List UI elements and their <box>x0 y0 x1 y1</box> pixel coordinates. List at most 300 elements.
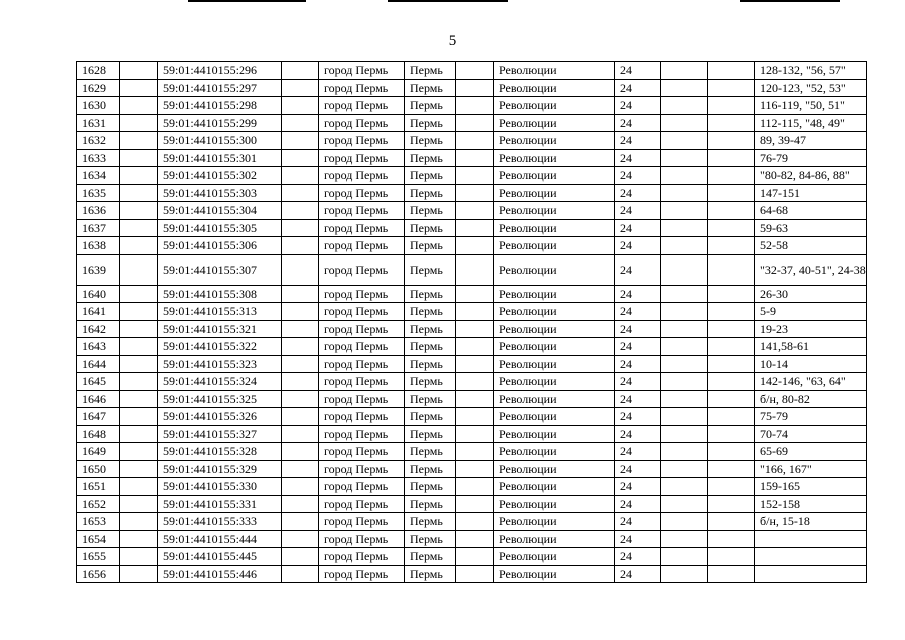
cell-row-number: 1640 <box>77 285 120 303</box>
cell-empty <box>456 285 494 303</box>
cell-cadastral-number: 59:01:4410155:299 <box>158 114 282 132</box>
cell-empty <box>282 373 319 391</box>
table-row <box>77 285 867 303</box>
cell-empty <box>661 548 708 566</box>
cell-empty <box>120 338 158 356</box>
cell-empty <box>708 114 755 132</box>
cell-empty <box>661 478 708 496</box>
cell-house-number: 24 <box>615 79 661 97</box>
cell-empty <box>282 184 319 202</box>
cell-premises-numbers: 59-63 <box>755 219 867 237</box>
cell-street: Революции <box>494 495 615 513</box>
cell-row-number: 1628 <box>77 62 120 80</box>
cell-house-number: 24 <box>615 495 661 513</box>
cell-house-number: 24 <box>615 97 661 115</box>
cell-row-number: 1629 <box>77 79 120 97</box>
table-row <box>77 565 867 583</box>
cell-empty <box>120 79 158 97</box>
cell-empty <box>456 303 494 321</box>
cell-street: Революции <box>494 478 615 496</box>
cell-empty <box>661 320 708 338</box>
cell-street: Революции <box>494 167 615 185</box>
cell-empty <box>708 373 755 391</box>
cell-empty <box>708 303 755 321</box>
cell-city: Пермь <box>405 565 456 583</box>
cell-empty <box>282 495 319 513</box>
cell-empty <box>120 237 158 255</box>
cell-cadastral-number: 59:01:4410155:331 <box>158 495 282 513</box>
cell-empty <box>120 114 158 132</box>
cell-empty <box>456 254 494 285</box>
cell-empty <box>120 355 158 373</box>
cell-cadastral-number: 59:01:4410155:325 <box>158 390 282 408</box>
cell-street: Революции <box>494 425 615 443</box>
cell-empty <box>661 390 708 408</box>
cell-empty <box>120 149 158 167</box>
cell-house-number: 24 <box>615 548 661 566</box>
cell-cadastral-number: 59:01:4410155:321 <box>158 320 282 338</box>
cell-premises-numbers: 76-79 <box>755 149 867 167</box>
cell-street: Революции <box>494 79 615 97</box>
cell-empty <box>456 237 494 255</box>
cell-empty <box>661 184 708 202</box>
cell-empty <box>708 132 755 150</box>
cell-empty <box>661 565 708 583</box>
cell-empty <box>282 285 319 303</box>
cell-house-number: 24 <box>615 254 661 285</box>
cell-house-number: 24 <box>615 355 661 373</box>
cell-cadastral-number: 59:01:4410155:301 <box>158 149 282 167</box>
cell-premises-numbers <box>755 548 867 566</box>
table-row <box>77 425 867 443</box>
cell-street: Революции <box>494 184 615 202</box>
cell-street: Революции <box>494 149 615 167</box>
cell-row-number: 1647 <box>77 408 120 426</box>
cell-city: Пермь <box>405 167 456 185</box>
table-row <box>77 303 867 321</box>
cell-house-number: 24 <box>615 303 661 321</box>
cell-empty <box>456 149 494 167</box>
cell-empty <box>120 97 158 115</box>
cell-city: Пермь <box>405 132 456 150</box>
table-row <box>77 443 867 461</box>
cell-house-number: 24 <box>615 373 661 391</box>
cell-street: Революции <box>494 285 615 303</box>
cell-empty <box>708 355 755 373</box>
table-row <box>77 62 867 80</box>
cell-cadastral-number: 59:01:4410155:307 <box>158 254 282 285</box>
cell-settlement: город Пермь <box>319 390 405 408</box>
cell-settlement: город Пермь <box>319 530 405 548</box>
cell-row-number: 1633 <box>77 149 120 167</box>
cell-empty <box>661 62 708 80</box>
cell-city: Пермь <box>405 320 456 338</box>
cell-empty <box>661 132 708 150</box>
cell-empty <box>282 548 319 566</box>
cell-empty <box>282 390 319 408</box>
cell-street: Революции <box>494 303 615 321</box>
cell-empty <box>282 460 319 478</box>
cell-street: Революции <box>494 320 615 338</box>
cell-city: Пермь <box>405 338 456 356</box>
cell-settlement: город Пермь <box>319 219 405 237</box>
cell-city: Пермь <box>405 425 456 443</box>
cell-settlement: город Пермь <box>319 338 405 356</box>
cell-empty <box>708 167 755 185</box>
cell-empty <box>661 408 708 426</box>
cell-row-number: 1637 <box>77 219 120 237</box>
cell-street: Революции <box>494 460 615 478</box>
cell-cadastral-number: 59:01:4410155:322 <box>158 338 282 356</box>
table-row <box>77 254 867 285</box>
cell-row-number: 1654 <box>77 530 120 548</box>
cell-house-number: 24 <box>615 338 661 356</box>
cell-empty <box>661 202 708 220</box>
cell-empty <box>282 303 319 321</box>
cell-empty <box>120 425 158 443</box>
cell-premises-numbers: "80-82, 84-86, 88" <box>755 167 867 185</box>
table-row <box>77 237 867 255</box>
cell-house-number: 24 <box>615 513 661 531</box>
cell-row-number: 1630 <box>77 97 120 115</box>
cell-premises-numbers: 64-68 <box>755 202 867 220</box>
cell-empty <box>708 149 755 167</box>
cell-city: Пермь <box>405 219 456 237</box>
cell-house-number: 24 <box>615 184 661 202</box>
table-row <box>77 478 867 496</box>
cell-empty <box>120 408 158 426</box>
cell-empty <box>661 167 708 185</box>
cell-row-number: 1632 <box>77 132 120 150</box>
cell-premises-numbers <box>755 565 867 583</box>
cell-row-number: 1656 <box>77 565 120 583</box>
cell-empty <box>661 219 708 237</box>
cell-settlement: город Пермь <box>319 565 405 583</box>
cell-empty <box>282 62 319 80</box>
top-rule-middle <box>388 0 508 2</box>
cell-settlement: город Пермь <box>319 425 405 443</box>
cell-empty <box>661 114 708 132</box>
cell-premises-numbers: 112-115, "48, 49" <box>755 114 867 132</box>
cell-settlement: город Пермь <box>319 79 405 97</box>
cell-empty <box>456 355 494 373</box>
cell-premises-numbers: 141,58-61 <box>755 338 867 356</box>
table-row <box>77 390 867 408</box>
cell-premises-numbers: б/н, 15-18 <box>755 513 867 531</box>
cell-settlement: город Пермь <box>319 373 405 391</box>
cell-empty <box>456 478 494 496</box>
cell-street: Революции <box>494 530 615 548</box>
cell-street: Революции <box>494 355 615 373</box>
cell-premises-numbers: 89, 39-47 <box>755 132 867 150</box>
cell-cadastral-number: 59:01:4410155:328 <box>158 443 282 461</box>
cell-premises-numbers <box>755 530 867 548</box>
cell-premises-numbers: 142-146, "63, 64" <box>755 373 867 391</box>
cell-cadastral-number: 59:01:4410155:297 <box>158 79 282 97</box>
cell-empty <box>282 530 319 548</box>
table-row <box>77 320 867 338</box>
cell-cadastral-number: 59:01:4410155:323 <box>158 355 282 373</box>
cell-empty <box>708 530 755 548</box>
cell-empty <box>456 219 494 237</box>
cell-row-number: 1644 <box>77 355 120 373</box>
cell-empty <box>120 303 158 321</box>
cell-city: Пермь <box>405 373 456 391</box>
cell-empty <box>661 303 708 321</box>
cell-city: Пермь <box>405 408 456 426</box>
cell-empty <box>282 355 319 373</box>
cell-empty <box>661 237 708 255</box>
cell-empty <box>661 460 708 478</box>
cell-street: Революции <box>494 513 615 531</box>
cell-cadastral-number: 59:01:4410155:296 <box>158 62 282 80</box>
cell-city: Пермь <box>405 254 456 285</box>
cell-row-number: 1635 <box>77 184 120 202</box>
cell-settlement: город Пермь <box>319 97 405 115</box>
cell-premises-numbers: 26-30 <box>755 285 867 303</box>
cell-row-number: 1651 <box>77 478 120 496</box>
cell-empty <box>120 254 158 285</box>
cell-settlement: город Пермь <box>319 320 405 338</box>
cell-settlement: город Пермь <box>319 285 405 303</box>
cell-city: Пермь <box>405 149 456 167</box>
cell-settlement: город Пермь <box>319 443 405 461</box>
cell-empty <box>708 390 755 408</box>
cell-house-number: 24 <box>615 114 661 132</box>
cell-premises-numbers: "166, 167" <box>755 460 867 478</box>
cell-empty <box>661 149 708 167</box>
cell-street: Революции <box>494 114 615 132</box>
cell-empty <box>708 219 755 237</box>
cell-settlement: город Пермь <box>319 184 405 202</box>
cell-empty <box>661 355 708 373</box>
cell-city: Пермь <box>405 390 456 408</box>
cell-street: Революции <box>494 254 615 285</box>
cell-premises-numbers: 116-119, "50, 51" <box>755 97 867 115</box>
registry-table <box>76 61 867 583</box>
cell-empty <box>120 478 158 496</box>
cell-empty <box>456 114 494 132</box>
cell-house-number: 24 <box>615 408 661 426</box>
cell-row-number: 1650 <box>77 460 120 478</box>
cell-house-number: 24 <box>615 390 661 408</box>
cell-city: Пермь <box>405 62 456 80</box>
cell-empty <box>661 495 708 513</box>
cell-empty <box>456 495 494 513</box>
cell-empty <box>282 338 319 356</box>
cell-cadastral-number: 59:01:4410155:303 <box>158 184 282 202</box>
cell-street: Революции <box>494 443 615 461</box>
table-row <box>77 355 867 373</box>
cell-empty <box>282 219 319 237</box>
cell-cadastral-number: 59:01:4410155:446 <box>158 565 282 583</box>
cell-city: Пермь <box>405 114 456 132</box>
cell-row-number: 1655 <box>77 548 120 566</box>
cell-premises-numbers: "32-37, 40-51", 24-38 <box>755 254 867 285</box>
cell-cadastral-number: 59:01:4410155:298 <box>158 97 282 115</box>
table-row <box>77 202 867 220</box>
cell-empty <box>661 443 708 461</box>
cell-house-number: 24 <box>615 219 661 237</box>
cell-house-number: 24 <box>615 132 661 150</box>
cell-house-number: 24 <box>615 460 661 478</box>
cell-empty <box>456 167 494 185</box>
cell-empty <box>282 478 319 496</box>
cell-empty <box>120 202 158 220</box>
cell-empty <box>282 443 319 461</box>
cell-empty <box>708 79 755 97</box>
cell-street: Революции <box>494 373 615 391</box>
cell-row-number: 1653 <box>77 513 120 531</box>
cell-empty <box>708 460 755 478</box>
cell-empty <box>282 237 319 255</box>
cell-row-number: 1634 <box>77 167 120 185</box>
cell-city: Пермь <box>405 184 456 202</box>
cell-street: Революции <box>494 62 615 80</box>
cell-empty <box>708 254 755 285</box>
cell-empty <box>661 530 708 548</box>
cell-empty <box>456 530 494 548</box>
cell-empty <box>708 285 755 303</box>
cell-empty <box>708 495 755 513</box>
cell-empty <box>120 373 158 391</box>
cell-house-number: 24 <box>615 530 661 548</box>
cell-house-number: 24 <box>615 237 661 255</box>
cell-empty <box>661 97 708 115</box>
cell-street: Революции <box>494 565 615 583</box>
cell-house-number: 24 <box>615 478 661 496</box>
cell-empty <box>456 184 494 202</box>
cell-empty <box>456 320 494 338</box>
cell-settlement: город Пермь <box>319 237 405 255</box>
cell-empty <box>456 443 494 461</box>
cell-street: Революции <box>494 390 615 408</box>
cell-street: Революции <box>494 132 615 150</box>
cell-empty <box>282 425 319 443</box>
table-row <box>77 219 867 237</box>
cell-premises-numbers: 159-165 <box>755 478 867 496</box>
table-row <box>77 338 867 356</box>
cell-empty <box>120 285 158 303</box>
registry-table-body <box>77 62 867 583</box>
cell-empty <box>456 565 494 583</box>
cell-city: Пермь <box>405 97 456 115</box>
cell-row-number: 1639 <box>77 254 120 285</box>
cell-street: Революции <box>494 219 615 237</box>
cell-empty <box>456 390 494 408</box>
cell-empty <box>282 149 319 167</box>
cell-row-number: 1648 <box>77 425 120 443</box>
cell-empty <box>282 408 319 426</box>
cell-empty <box>708 97 755 115</box>
cell-premises-numbers: 147-151 <box>755 184 867 202</box>
cell-house-number: 24 <box>615 565 661 583</box>
cell-empty <box>661 79 708 97</box>
cell-empty <box>708 565 755 583</box>
cell-cadastral-number: 59:01:4410155:327 <box>158 425 282 443</box>
cell-row-number: 1643 <box>77 338 120 356</box>
cell-city: Пермь <box>405 530 456 548</box>
cell-settlement: город Пермь <box>319 167 405 185</box>
cell-cadastral-number: 59:01:4410155:324 <box>158 373 282 391</box>
cell-empty <box>708 548 755 566</box>
cell-row-number: 1645 <box>77 373 120 391</box>
cell-house-number: 24 <box>615 285 661 303</box>
cell-empty <box>456 408 494 426</box>
table-row <box>77 530 867 548</box>
cell-row-number: 1641 <box>77 303 120 321</box>
table-row <box>77 408 867 426</box>
cell-street: Революции <box>494 237 615 255</box>
table-row <box>77 373 867 391</box>
cell-empty <box>282 513 319 531</box>
table-row <box>77 79 867 97</box>
page-number: 5 <box>448 33 457 49</box>
cell-row-number: 1652 <box>77 495 120 513</box>
cell-settlement: город Пермь <box>319 355 405 373</box>
cell-settlement: город Пермь <box>319 132 405 150</box>
cell-premises-numbers: 19-23 <box>755 320 867 338</box>
cell-street: Революции <box>494 97 615 115</box>
cell-cadastral-number: 59:01:4410155:304 <box>158 202 282 220</box>
cell-empty <box>456 425 494 443</box>
cell-empty <box>120 184 158 202</box>
cell-empty <box>120 219 158 237</box>
cell-house-number: 24 <box>615 167 661 185</box>
cell-empty <box>120 548 158 566</box>
cell-cadastral-number: 59:01:4410155:302 <box>158 167 282 185</box>
cell-empty <box>708 320 755 338</box>
cell-empty <box>456 62 494 80</box>
cell-empty <box>661 373 708 391</box>
cell-cadastral-number: 59:01:4410155:326 <box>158 408 282 426</box>
cell-empty <box>120 132 158 150</box>
table-row <box>77 495 867 513</box>
cell-empty <box>282 254 319 285</box>
cell-cadastral-number: 59:01:4410155:305 <box>158 219 282 237</box>
top-rule-left <box>188 0 306 2</box>
cell-premises-numbers: 75-79 <box>755 408 867 426</box>
cell-empty <box>282 320 319 338</box>
cell-empty <box>708 62 755 80</box>
cell-row-number: 1631 <box>77 114 120 132</box>
table-row <box>77 460 867 478</box>
cell-empty <box>120 320 158 338</box>
cell-cadastral-number: 59:01:4410155:444 <box>158 530 282 548</box>
table-row <box>77 167 867 185</box>
cell-city: Пермь <box>405 285 456 303</box>
cell-empty <box>282 97 319 115</box>
cell-empty <box>282 114 319 132</box>
cell-empty <box>120 530 158 548</box>
cell-empty <box>708 202 755 220</box>
cell-house-number: 24 <box>615 149 661 167</box>
cell-house-number: 24 <box>615 202 661 220</box>
cell-house-number: 24 <box>615 320 661 338</box>
cell-empty <box>661 285 708 303</box>
cell-empty <box>708 443 755 461</box>
cell-empty <box>282 202 319 220</box>
cell-empty <box>661 513 708 531</box>
table-row <box>77 149 867 167</box>
cell-city: Пермь <box>405 548 456 566</box>
cell-city: Пермь <box>405 478 456 496</box>
cell-street: Революции <box>494 548 615 566</box>
cell-settlement: город Пермь <box>319 149 405 167</box>
cell-premises-numbers: 70-74 <box>755 425 867 443</box>
table-row <box>77 548 867 566</box>
cell-cadastral-number: 59:01:4410155:445 <box>158 548 282 566</box>
